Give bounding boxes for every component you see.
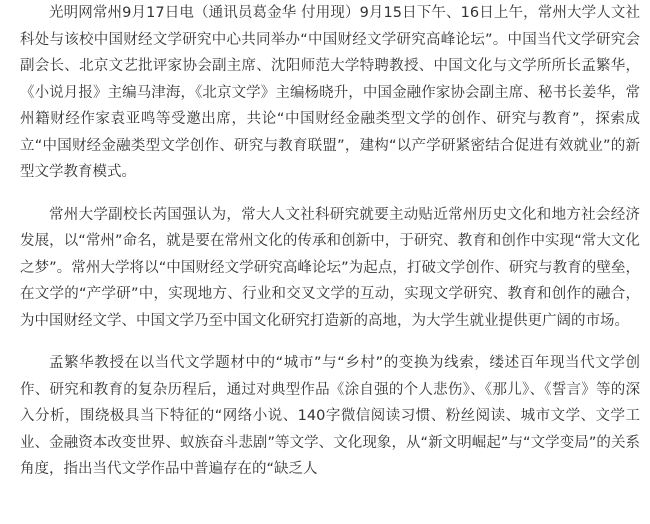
article-body: [20, 0, 640, 483]
article-paragraph: 孟繁华教授在以当代文学题材中的“城市”与“乡村”的变换为线索，缕述百年现当代文学创作、研究和教育的复杂历程后，通过对典型作品《涂自强的个人悲伤》、《那儿》、《誓言》等的深入分析，围绕极具当下特征的“网络小说、140字微信阅读习惯、粉丝阅读、城市文学、文学工业、金融资本改变世界、蚁族奋斗悲剧”等文学、文化现象，从“新文明崛起”与“文学变局”的关系角度，指出当代文学作品中普遍存在的“缺乏人: [20, 355, 640, 477]
article-paragraph: 常州大学副校长芮国强认为，常大人文社科研究就要主动贴近常州历史文化和地方社会经济发展，以“常州”命名，就是要在常州文化的传承和创新中，于研究、教育和创作中实现“常大文化之梦”。常州大学将以“中国财经文学研究高峰论坛”为起点，打破文学创作、研究与教育的壁垒，在文学的“产学研”中，实现地方、行业和交叉文学的互动，实现文学研究、教育和创作的融合，为中国财经文学、中国文学乃至中国文化研究打造新的高地，为大学生就业提供更广阔的市场。: [20, 206, 640, 329]
article-paragraph: 光明网常州9月17日电（通讯员葛金华 付用现）9月15日下午、16日上午，常州大学人文社科处与该校中国财经文学研究中心共同举办“中国财经文学研究高峰论坛”。中国当代文学研究会副会长、北京文艺批评家协会副主席、沈阳师范大学特聘教授、中国文化与文学所所长孟繁华，《小说月报》主编马津海，《北京文学》主编杨晓升，中国金融作家协会副主席、秘书长姜华，常州籍财经作家袁亚鸣等受邀出席，共论“中国财经金融类型文学的创作、研究与教育”，探索成立“中国财经金融类型文学创作、研究与教育联盟”，建构“以产学研紧密结合促进有效就业”的新型文学教育模式。: [20, 5, 640, 180]
